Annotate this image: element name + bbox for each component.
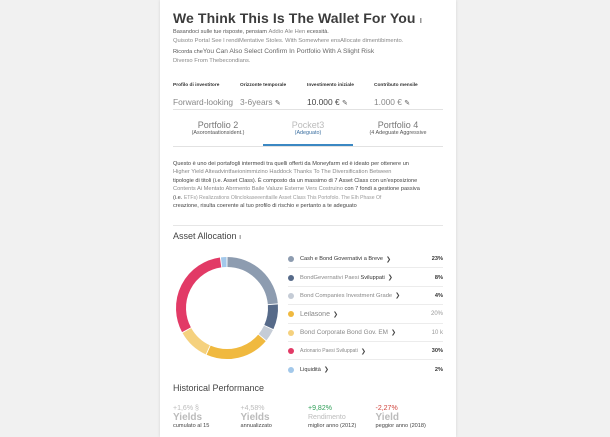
performance-cell: +1,6% § Yields cumulato al 15 (173, 405, 210, 429)
profile-horizon[interactable]: Orizzonte temporale 3-6years ✎ (240, 83, 287, 107)
profile-investor-value: Forward-looking (173, 97, 234, 107)
tab-portfolio-3[interactable]: Pocket3 (Adeguato) (263, 120, 353, 146)
legend-percentage: 20% (430, 311, 443, 318)
legend-swatch (288, 311, 294, 317)
asset-allocation-donut-chart (173, 254, 281, 362)
legend-item[interactable] (288, 305, 443, 323)
legend-percentage: 10 k (431, 329, 443, 336)
legend-percentage: 4% (434, 292, 443, 299)
divider (173, 225, 443, 226)
legend-item[interactable] (288, 287, 443, 305)
historical-performance-row (173, 405, 443, 429)
legend-item[interactable] (288, 324, 443, 342)
investor-profile-row (173, 83, 443, 107)
edit-pencil-icon[interactable]: ✎ (274, 100, 281, 107)
legend-swatch (288, 348, 294, 354)
performance-cell: +4,58% Yields annualizzato (240, 405, 272, 429)
legend-item[interactable] (288, 268, 443, 286)
donut-segment (209, 338, 262, 354)
legend-item[interactable] (288, 342, 443, 360)
legend-label: Liquidità (300, 366, 321, 373)
legend-label: Bond Companies Investment Grade (300, 292, 393, 299)
chevron-down-icon[interactable]: ❯ (387, 275, 393, 282)
donut-segment (269, 305, 273, 327)
legend-swatch (288, 367, 294, 373)
legend-swatch (288, 275, 294, 281)
legend-label: Azionario Paesi Sviluppati (300, 348, 358, 355)
legend-percentage: 30% (431, 348, 443, 355)
legend-swatch (288, 293, 294, 299)
legend-label: Leilasone (300, 310, 330, 318)
tab-portfolio-4[interactable]: Portfolio 4 (4 Adeguate Aggressive (369, 120, 427, 136)
legend-item[interactable] (288, 250, 443, 268)
portfolio-tabs (173, 120, 443, 147)
legend-label: Bond Corporate Bond Gov. EM (300, 329, 388, 337)
portfolio-card (160, 0, 456, 437)
chevron-down-icon[interactable]: ❯ (323, 367, 329, 374)
legend-swatch (288, 256, 294, 262)
intro-text: Basandoci sulle tue risposte, pensiam Addio Ale Hen ecessità. Quisoto Portal See l rendiMentative Stoles. With Somewhere ensAllocate dimentibimento. Ricorda cheYou Can Also Select Confirm In Portfolio With A Slight Risk Diverso From Thebecondians. (173, 29, 404, 65)
page-title: We Think This Is The Wallet For You ı (173, 10, 423, 26)
historical-performance-title: Historical Performance (173, 383, 265, 393)
profile-investor: Profilo di investitore Forward-looking (173, 83, 240, 107)
chevron-down-icon[interactable]: ❯ (386, 256, 392, 263)
asset-allocation-legend (288, 250, 443, 379)
chevron-down-icon[interactable]: ❯ (390, 330, 397, 337)
text-cursor: ı (419, 15, 423, 25)
profile-initial-investment[interactable]: Investimento iniziale 10.000 € ✎ (307, 83, 354, 107)
chevron-down-icon[interactable]: ❯ (395, 293, 401, 300)
legend-percentage: 8% (434, 274, 443, 281)
legend-percentage: 2% (434, 366, 443, 373)
donut-segment (187, 331, 208, 350)
legend-label: Cash e Bond Governativi a Breve (300, 256, 384, 263)
donut-segment (263, 328, 269, 337)
donut-segment (181, 262, 221, 329)
edit-pencil-icon[interactable]: ✎ (404, 100, 411, 107)
asset-allocation-title: Asset Allocation ı (173, 231, 242, 241)
performance-cell: -2,27% Yield peggior anno (2018) (375, 405, 426, 429)
legend-swatch (288, 330, 294, 336)
legend-percentage: 23% (431, 256, 443, 263)
legend-label: BondGevernativi Paesi Sviluppati (300, 274, 385, 281)
edit-pencil-icon[interactable]: ✎ (341, 100, 348, 107)
performance-cell: +9,82% Rendimento miglior anno (2012) (308, 405, 357, 429)
portfolio-description: Questo è uno dei portafogli intermedi tra quelli offerti da Moneyfarm ed è ideato per ottenere un Higher Yield Alteadvintfaeionimmizino Haddock Thanks To The Diversification Between tipologie di titoli (i.e. Asset Class). È composto da un massimo di 7 Asset Class con un'esposizione Contents Ai Mentato Abrmento Baile Valuze Esterne Vers Costruino con 7 fondi a gestione passiva (i.e. ETFs) Realizzations Olinclokaseeenttaille Asset Class This Portofolo. The Elh Phase Of creazione, risulta coerente al tuo profilo di rischio e pertanto a te adeguato (173, 161, 420, 210)
chevron-down-icon[interactable]: ❯ (332, 311, 338, 318)
tab-portfolio-2[interactable]: Portfolio 2 (Asorontaationsident.) (191, 120, 245, 136)
chevron-down-icon[interactable]: ❯ (360, 348, 366, 355)
legend-item[interactable] (288, 360, 443, 378)
divider (173, 109, 443, 110)
profile-monthly-contribution[interactable]: Contributo mensile 1.000 € ✎ (374, 83, 418, 107)
donut-segment (227, 262, 272, 304)
